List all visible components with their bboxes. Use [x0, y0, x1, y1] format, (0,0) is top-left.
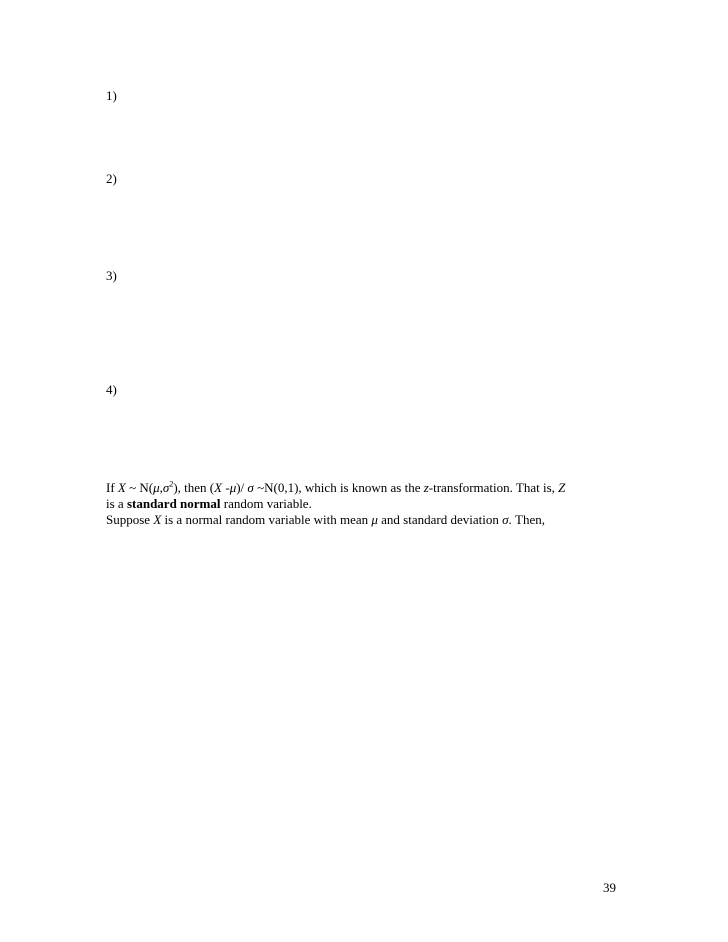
symbol-sigma: σ — [247, 480, 254, 495]
text-segment: and standard deviation — [377, 512, 503, 527]
variable-z-lower: z — [423, 480, 429, 495]
symbol-mu: μ — [229, 480, 237, 495]
item-number-2: 2) — [106, 171, 117, 186]
text-segment: ~N(0,1), which is known as the — [253, 480, 424, 495]
symbol-sigma: σ — [502, 512, 509, 527]
variable-x: X — [214, 480, 223, 495]
item-number-4: 4) — [106, 382, 117, 397]
text-segment: is a normal random variable with mean — [161, 512, 372, 527]
symbol-mu: μ — [371, 512, 378, 527]
variable-x: X — [117, 480, 126, 495]
text-segment: If — [106, 480, 118, 495]
item-number-3: 3) — [106, 268, 117, 283]
paragraph-line-3 — [106, 512, 626, 528]
variable-z: Z — [558, 480, 566, 495]
text-segment: ~ N( — [125, 480, 154, 495]
text-segment: -transformation. That is, — [428, 480, 559, 495]
superscript-2: 2 — [169, 479, 174, 489]
bold-term-standard-normal: standard normal — [126, 496, 221, 511]
page-number: 39 — [603, 880, 616, 895]
variable-x: X — [153, 512, 162, 527]
paragraph-line-2 — [106, 496, 626, 512]
text-segment: , — [159, 480, 163, 495]
text-segment: is a — [106, 496, 127, 511]
z-transformation-paragraph — [106, 480, 626, 528]
text-segment: Suppose — [106, 512, 154, 527]
symbol-sigma: σ — [162, 480, 170, 495]
paragraph-line-1 — [106, 480, 626, 496]
text-segment: . Then, — [508, 512, 545, 527]
text-segment: random variable. — [220, 496, 312, 511]
text-segment: ), then ( — [173, 480, 215, 495]
text-segment: - — [222, 480, 230, 495]
item-number-1: 1) — [106, 88, 117, 103]
symbol-mu: μ — [153, 480, 160, 495]
text-segment: )/ — [236, 480, 248, 495]
